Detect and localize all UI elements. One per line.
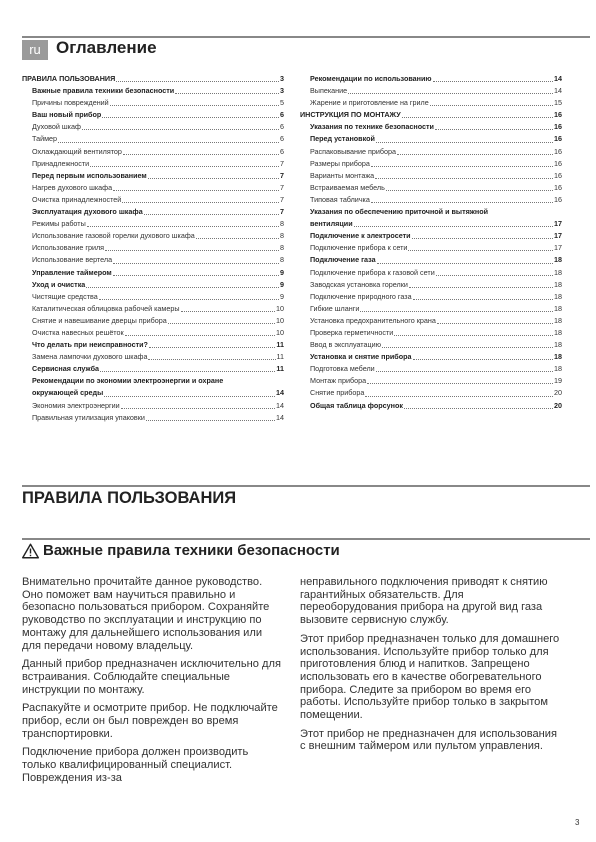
toc-leader-dots [196, 238, 279, 239]
toc-page-number: 7 [280, 170, 284, 180]
toc-entry-text: Что делать при неисправности? [32, 340, 148, 350]
toc-entry[interactable] [300, 158, 562, 170]
toc-entry[interactable] [300, 109, 562, 121]
toc-page-number: 14 [276, 400, 284, 410]
toc-leader-dots [168, 323, 275, 324]
toc-page-number: 10 [276, 303, 284, 313]
toc-entry-text: Эксплуатация духового шкафа [32, 207, 143, 217]
toc-page-number: 10 [276, 327, 284, 337]
toc-page-number: 16 [554, 110, 562, 120]
toc-leader-dots [435, 129, 553, 130]
toc-leader-dots [105, 250, 279, 251]
body-paragraph: Подключение прибора должен производить только квалифицированный специалист. Повреждения из-за [22, 746, 249, 784]
toc-leader-dots [394, 335, 553, 336]
toc-leader-dots [397, 154, 553, 155]
toc-entry-text: Подготовка мебели [310, 364, 375, 374]
toc-entry-text: Экономия электроэнергии [32, 400, 120, 410]
toc-leader-dots [367, 383, 553, 384]
toc-entry[interactable] [22, 242, 284, 254]
toc-entry[interactable] [300, 351, 562, 363]
toc-entry[interactable] [22, 146, 284, 158]
toc-entry-text: Подключение газа [310, 255, 376, 265]
toc-entry-text: Подключение прибора к газовой сети [310, 267, 435, 277]
toc-leader-dots [123, 154, 279, 155]
toc-entry[interactable] [300, 279, 562, 291]
toc-leader-dots [365, 396, 553, 397]
toc-page-number: 18 [554, 279, 562, 289]
toc-leader-dots [437, 323, 553, 324]
toc-entry-text: Очистка навесных решёток [32, 327, 124, 337]
toc-leader-dots [87, 226, 279, 227]
toc-page-number: 9 [280, 279, 284, 289]
toc-leader-dots [386, 190, 553, 191]
toc-entry-text: Чистящие средства [32, 291, 98, 301]
toc-column-right [300, 73, 562, 412]
toc-page-number: 14 [554, 74, 562, 83]
toc-entry[interactable] [22, 363, 284, 375]
toc-entry[interactable] [22, 339, 284, 351]
toc-leader-dots [354, 226, 553, 227]
toc-page-number: 14 [276, 412, 284, 422]
toc-page-number: 18 [554, 315, 562, 325]
toc-entry-text: Подключение к электросети [310, 231, 411, 241]
toc-leader-dots [377, 263, 553, 264]
toc-entry-text: Размеры прибора [310, 158, 370, 168]
toc-leader-dots [149, 347, 275, 348]
toc-leader-dots [104, 396, 275, 397]
toc-page-number: 18 [554, 255, 562, 265]
toc-page-number: 3 [280, 74, 284, 83]
toc-entry-text: Замена лампочки духового шкафа [32, 352, 148, 362]
toc-page-number: 18 [554, 291, 562, 301]
toc-page-number: 19 [554, 376, 562, 386]
toc-leader-dots [181, 311, 275, 312]
toc-leader-dots [413, 359, 553, 360]
toc-page-number: 16 [554, 134, 562, 144]
toc-leader-dots [58, 142, 279, 143]
toc-page-number: 16 [554, 146, 562, 156]
toc-page-number: 6 [280, 134, 284, 144]
toc-page-number: 14 [554, 86, 562, 96]
toc-entry-text: Типовая табличка [310, 194, 370, 204]
toc-page-number: 16 [554, 122, 562, 132]
toc-leader-dots [86, 287, 279, 288]
toc-entry-text: Охлаждающий вентилятор [32, 146, 122, 156]
toc-entry-text: Уход и очистка [32, 279, 86, 289]
toc-entry-text: Рекомендации по экономии электроэнергии и охране [32, 376, 224, 386]
toc-entry-text-cont: окружающей среды [32, 388, 104, 398]
toc-leader-dots [116, 81, 279, 82]
toc-entry[interactable] [300, 194, 562, 206]
toc-leader-dots [90, 166, 279, 167]
toc-entry[interactable] [300, 97, 562, 109]
toc-entry[interactable] [300, 327, 562, 339]
toc-page-number: 17 [554, 231, 562, 241]
toc-entry[interactable] [300, 206, 562, 230]
toc-leader-dots [433, 81, 553, 82]
toc-entry[interactable] [300, 182, 562, 194]
toc-entry[interactable] [22, 375, 284, 399]
toc-entry[interactable] [300, 375, 562, 387]
toc-entry[interactable] [22, 109, 284, 121]
toc-entry[interactable] [300, 303, 562, 315]
toc-entry-text: Ваш новый прибор [32, 110, 102, 120]
toc-leader-dots [146, 420, 275, 421]
language-badge: ru [22, 40, 48, 60]
toc-page-number: 18 [554, 340, 562, 350]
toc-leader-dots [110, 105, 279, 106]
toc-entry[interactable] [22, 400, 284, 412]
toc-page-number: 16 [554, 194, 562, 204]
toc-entry-text: Заводская установка горелки [310, 279, 408, 289]
body-column-right [300, 576, 560, 759]
toc-leader-dots [436, 275, 553, 276]
toc-entry-text: ПРАВИЛА ПОЛЬЗОВАНИЯ [22, 74, 116, 83]
toc-leader-dots [408, 250, 553, 251]
toc-leader-dots [125, 335, 275, 336]
toc-page-number: 18 [554, 303, 562, 313]
subsection-heading [22, 542, 340, 559]
toc-leader-dots [413, 299, 553, 300]
toc-entry[interactable] [300, 339, 562, 351]
toc-entry-text: Жарение и приготовление на гриле [310, 98, 429, 108]
toc-entry-text: Указания по технике безопасности [310, 122, 434, 132]
toc-entry[interactable] [300, 121, 562, 133]
toc-entry[interactable] [22, 170, 284, 182]
section-title: ПРАВИЛА ПОЛЬЗОВАНИЯ [22, 489, 237, 507]
toc-page-number: 16 [554, 170, 562, 180]
toc-entry[interactable] [22, 315, 284, 327]
toc-entry-text: Правильная утилизация упаковки [32, 412, 145, 422]
toc-page-number: 7 [280, 182, 284, 192]
page-number: 3 [575, 818, 580, 827]
toc-page-number: 17 [554, 243, 562, 253]
toc-leader-dots [113, 190, 279, 191]
toc-entry[interactable] [22, 73, 284, 85]
toc-entry-text: Использование газовой горелки духового шкафа [32, 231, 195, 241]
toc-page-number: 7 [280, 207, 284, 217]
toc-page-number: 18 [554, 352, 562, 362]
toc-page-number: 11 [276, 364, 284, 374]
toc-entry[interactable] [300, 242, 562, 254]
toc-entry[interactable] [22, 218, 284, 230]
toc-entry-text: Встраиваемая мебель [310, 182, 385, 192]
toc-entry[interactable] [300, 230, 562, 242]
toc-entry-text: Ввод в эксплуатацию [310, 340, 382, 350]
toc-entry[interactable] [22, 327, 284, 339]
toc-leader-dots [122, 202, 279, 203]
toc-entry-text: Рекомендации по использованию [310, 74, 432, 83]
toc-leader-dots [102, 117, 279, 118]
toc-page-number: 11 [276, 340, 284, 350]
toc-leader-dots [148, 359, 275, 360]
toc-entry-text: Подключение прибора к сети [310, 243, 408, 253]
toc-entry[interactable] [22, 121, 284, 133]
toc-entry-text: Снятие и навешивание дверцы прибора [32, 315, 167, 325]
toc-page-number: 9 [280, 267, 284, 277]
toc-entry[interactable] [300, 133, 562, 145]
toc-page-number: 8 [280, 219, 284, 229]
toc-page-number: 18 [554, 364, 562, 374]
toc-page-number: 5 [280, 98, 284, 108]
body-paragraph: Этот прибор предназначен только для домашнего использования. Используйте прибор только для приготовления блюд и напитков. Запрещено использовать его в качестве обогревательного прибора. Следите за прибором во время его работы. Используйте прибор только в закрытом помещении. [300, 632, 560, 722]
toc-leader-dots [121, 408, 275, 409]
warning-triangle-icon [22, 543, 39, 559]
toc-leader-dots [404, 408, 553, 409]
toc-leader-dots [376, 371, 553, 372]
toc-page-number: 7 [280, 194, 284, 204]
toc-entry[interactable] [22, 133, 284, 145]
toc-entry-text: ИНСТРУКЦИЯ ПО МОНТАЖУ [300, 110, 401, 120]
toc-leader-dots [100, 371, 275, 372]
body-paragraph: Этот прибор не предназначен для использования с внешним таймером или пультом управления. [300, 727, 557, 753]
toc-page-number: 15 [554, 98, 562, 108]
body-paragraph: Распакуйте и осмотрите прибор. Не подключайте прибор, если он был поврежден во время транспортировки. [22, 702, 278, 740]
toc-page-number: 20 [554, 388, 562, 398]
toc-page-number: 6 [280, 110, 284, 120]
toc-page-number: 20 [554, 400, 562, 410]
toc-entry[interactable] [300, 315, 562, 327]
subsection-title: Важные правила техники безопасности [43, 542, 340, 559]
toc-page-number: 16 [554, 182, 562, 192]
toc-page-number: 10 [276, 315, 284, 325]
toc-entry[interactable] [22, 267, 284, 279]
body-paragraph: Данный прибор предназначен исключительно для встраивания. Соблюдайте специальные инструкции по монтажу. [22, 658, 281, 696]
toc-page-number: 11 [276, 352, 284, 362]
toc-entry-text: Режимы работы [32, 219, 86, 229]
toc-leader-dots [360, 311, 553, 312]
toc-entry[interactable] [22, 182, 284, 194]
toc-leader-dots [376, 142, 553, 143]
toc-leader-dots [144, 214, 279, 215]
toc-entry[interactable] [300, 254, 562, 266]
toc-entry-text: Принадлежности [32, 158, 90, 168]
toc-entry[interactable] [300, 85, 562, 97]
toc-entry[interactable] [22, 412, 284, 424]
toc-leader-dots [371, 202, 553, 203]
section-rule [22, 485, 590, 487]
toc-leader-dots [402, 117, 553, 118]
toc-leader-dots [82, 129, 279, 130]
toc-entry[interactable] [22, 206, 284, 218]
toc-entry-text: Монтаж прибора [310, 376, 367, 386]
toc-page-number: 8 [280, 255, 284, 265]
toc-entry[interactable] [300, 400, 562, 412]
toc-entry[interactable] [300, 73, 562, 85]
toc-entry[interactable] [300, 267, 562, 279]
toc-entry[interactable] [22, 279, 284, 291]
toc-leader-dots [148, 178, 279, 179]
toc-entry[interactable] [22, 194, 284, 206]
toc-entry-text: Варианты монтажа [310, 170, 375, 180]
toc-leader-dots [371, 166, 553, 167]
toc-entry[interactable] [22, 97, 284, 109]
toc-column-left [22, 73, 284, 424]
toc-entry-text: Важные правила техники безопасности [32, 86, 175, 96]
toc-page-number: 18 [554, 267, 562, 277]
toc-entry-text: Управление таймером [32, 267, 112, 277]
toc-leader-dots [99, 299, 279, 300]
toc-leader-dots [113, 263, 279, 264]
toc-page-number: 6 [280, 146, 284, 156]
body-paragraph: неправильного подключения приводят к снятию гарантийных обязательств. Для переоборудования прибора на другой вид газа вызовите сервисную службу. [300, 576, 548, 627]
toc-entry[interactable] [22, 230, 284, 242]
toc-leader-dots [175, 93, 279, 94]
toc-leader-dots [348, 93, 553, 94]
toc-entry[interactable] [300, 146, 562, 158]
toc-entry[interactable] [300, 170, 562, 182]
toc-entry[interactable] [300, 291, 562, 303]
toc-entry-text: Общая таблица форсунок [310, 400, 403, 410]
toc-entry-text: Распаковывание прибора [310, 146, 396, 156]
toc-page-number: 14 [276, 388, 284, 398]
toc-entry-text: Перед установкой [310, 134, 375, 144]
toc-entry-text: Подключение природного газа [310, 291, 412, 301]
toc-entry[interactable] [300, 363, 562, 375]
toc-entry-text: Указания по обеспечению приточной и вытяжной [310, 207, 489, 217]
toc-entry-text: Использование вертела [32, 255, 113, 265]
toc-entry-text: Использование гриля [32, 243, 105, 253]
toc-entry-text: Гибкие шланги [310, 303, 360, 313]
toc-entry[interactable] [300, 387, 562, 399]
toc-entry-text-cont: вентиляции [310, 219, 353, 229]
toc-entry-text: Сервисная служба [32, 364, 100, 374]
toc-page-number: 8 [280, 243, 284, 253]
toc-entry-text: Нагрев духового шкафа [32, 182, 113, 192]
toc-entry-text: Перед первым использованием [32, 170, 147, 180]
toc-leader-dots [113, 275, 279, 276]
toc-entry-text: Установка предохранительного крана [310, 315, 436, 325]
toc-entry[interactable] [22, 85, 284, 97]
toc-entry-text: Выпекание [310, 86, 348, 96]
toc-entry-text: Каталитическая облицовка рабочей камеры [32, 303, 180, 313]
toc-page-number: 16 [554, 158, 562, 168]
toc-entry[interactable] [22, 303, 284, 315]
toc-entry[interactable] [22, 254, 284, 266]
toc-entry-text: Проверка герметичности [310, 327, 394, 337]
toc-leader-dots [382, 347, 553, 348]
toc-page-number: 7 [280, 158, 284, 168]
toc-leader-dots [375, 178, 553, 179]
toc-entry-text: Очистка принадлежностей [32, 194, 122, 204]
toc-page-number: 8 [280, 231, 284, 241]
toc-page-number: 6 [280, 122, 284, 132]
toc-leader-dots [409, 287, 553, 288]
toc-page-number: 18 [554, 327, 562, 337]
toc-entry[interactable] [22, 351, 284, 363]
subsection-rule [22, 538, 590, 540]
toc-page-number: 9 [280, 291, 284, 301]
toc-entry-text: Духовой шкаф [32, 122, 81, 132]
toc-leader-dots [412, 238, 553, 239]
toc-page-number: 3 [280, 86, 284, 96]
toc-leader-dots [430, 105, 553, 106]
toc-entry-text: Причины повреждений [32, 98, 109, 108]
toc-entry-text: Снятие прибора [310, 388, 365, 398]
body-paragraph: Внимательно прочитайте данное руководство. Оно поможет вам научиться правильно и безопасно пользоваться прибором. Сохраняйте руководство по эксплуатации и инструкцию по монтажу для дальнейшего использования или для передачи новому владельцу. [22, 576, 270, 652]
toc-entry-text: Таймер [32, 134, 58, 144]
toc-entry[interactable] [22, 158, 284, 170]
toc-entry[interactable] [22, 291, 284, 303]
toc-page-number: 17 [554, 219, 562, 229]
body-column-left [22, 576, 282, 791]
toc-title: Оглавление [56, 38, 157, 57]
toc-entry-text: Установка и снятие прибора [310, 352, 412, 362]
